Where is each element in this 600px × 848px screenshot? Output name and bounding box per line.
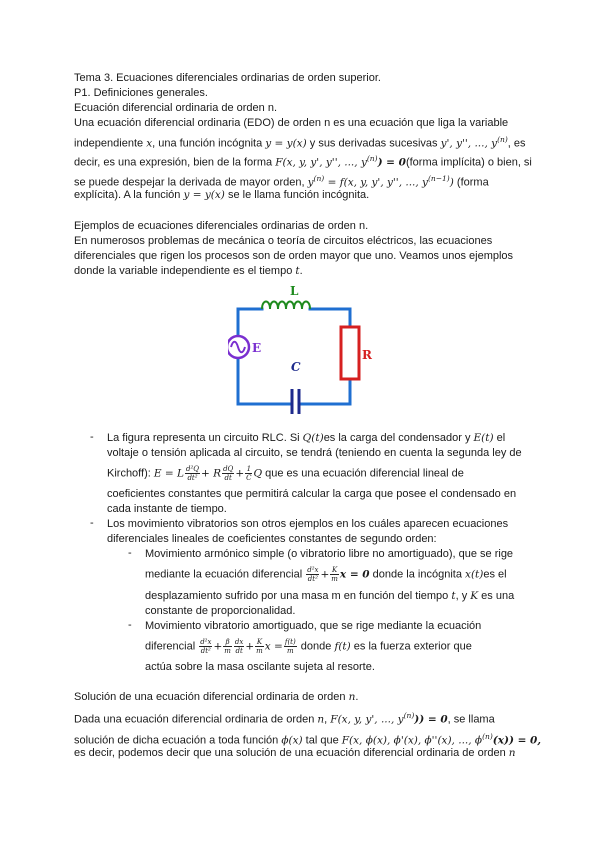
subsection-heading: Ecuación diferencial ordinaria de orden n. xyxy=(74,102,278,114)
subbullet1-line-4: constante de proporcionalidad. xyxy=(145,605,296,617)
definition-line-3: decir, es una expresión, bien de la forma F(x, y, y', y'', ..., $y^{(n)}$) = 0(forma implícita) o bien, si xyxy=(74,154,532,169)
section-heading: P1. Definiciones generales. xyxy=(74,87,208,99)
circuit-wire-right-bottom xyxy=(299,379,350,404)
solution-heading: Solución de una ecuación diferencial ordinaria de orden n. xyxy=(74,691,359,703)
doc-title: Tema 3. Ecuaciones diferenciales ordinarias de orden superior. xyxy=(74,72,381,84)
definition-line-1: Una ecuación diferencial ordinaria (EDO) de orden n es una ecuación que liga la variable xyxy=(74,117,509,129)
circuit-wire-top-right xyxy=(310,309,350,327)
solution-line-2: solución de dicha ecuación a toda función ϕ(x) tal que F(x, ϕ(x), ϕ'(x), ϕ''(x), ..., $\phi^{(n)}(x)) = 0$, xyxy=(74,732,541,747)
bullet1-line-3: Kirchoff): E = L $\frac{\text{d²Q}}{\text{dt²}}$ + R $\frac{dQ}{dt}$ + $\frac{1}{C}$ Q que es una ecuación diferencial lineal de xyxy=(107,465,464,482)
inductor-label: L xyxy=(290,284,299,298)
capacitor-icon xyxy=(292,389,299,414)
inductor-coil-icon xyxy=(262,302,310,310)
subbullet2-line-2: diferencial $\frac{\text{d²x}}{\text{dt²}}$ + $\frac{\beta}{m}$ $\frac{dx}{dt}$ + $\frac{K}{m}$ x = $\frac{f(t)}{m}$ donde f(t) es la fuerza exterior que xyxy=(145,638,472,655)
bullet-marker: - xyxy=(90,431,94,443)
sub-bullet-marker: - xyxy=(128,619,132,631)
bullet-marker: - xyxy=(90,517,94,529)
examples-heading: Ejemplos de ecuaciones diferenciales ordinarias de orden n. xyxy=(74,220,369,232)
subbullet2-line-3: actúa sobre la masa oscilante sujeta al resorte. xyxy=(145,661,375,673)
resistor-label: R xyxy=(362,348,372,362)
bullet1-line-2: voltaje o tensión aplicada al circuito, se tendrá (teniendo en cuenta la segunda ley de xyxy=(107,447,522,459)
subbullet1-line-2: mediante la ecuación diferencial $\frac{\text{d²x}}{\text{dt²}}$ + $\frac{K}{m}$ x = 0 donde la incógnita x(t)es el xyxy=(145,566,507,583)
circuit-wire-bottom-left xyxy=(238,359,292,404)
solution-line-3: es decir, podemos decir que una solución de una ecuación diferencial ordinaria de orden n xyxy=(74,747,516,759)
definition-line-2: independiente x, una función incógnita y = y(x) y sus derivadas sucesivas y', y'', ..., $y^{(n)}$, es xyxy=(74,135,526,150)
bullet1-line-4: coeficientes constantes que permitirá calcular la carga que posee el condensado en xyxy=(107,488,517,500)
bullet2-line-1: Los movimiento vibratorios son otros ejemplos en los cuáles aparecen ecuaciones xyxy=(107,518,509,530)
source-label: E xyxy=(252,341,262,355)
bullet1-line-1: La figura representa un circuito RLC. Si Q(t)es la carga del condensador y E(t) el xyxy=(107,432,506,444)
sub-bullet-marker: - xyxy=(128,547,132,559)
subbullet1-line-1: Movimiento armónico simple (o vibratorio libre no amortiguado), que se rige xyxy=(145,548,514,560)
bullet2-line-2: diferenciales lineales de coeficientes constantes de segundo orden: xyxy=(107,533,437,545)
definition-line-5: explícita). A la función y = y(x) se le llama función incógnita. xyxy=(74,189,370,201)
definition-line-4: se puede despejar la derivada de mayor orden, $y^{(n)} = f(x$, y, y', y'', ..., $y^{(n-1)}$) (forma xyxy=(74,174,489,189)
solution-line-1: Dada una ecuación diferencial ordinaria de orden n, F(x, y, y', ..., $y^{(n)})) = 0$, se llama xyxy=(74,711,495,726)
examples-line-1: En numerosos problemas de mecánica o teoría de circuitos eléctricos, las ecuaciones xyxy=(74,235,493,247)
bullet1-line-5: cada instante de tiempo. xyxy=(107,503,227,515)
subbullet2-line-1: Movimiento vibratorio amortiguado, que se rige mediante la ecuación xyxy=(145,620,482,632)
subbullet1-line-3: desplazamiento sufrido por una masa m en función del tiempo t, y K es una xyxy=(145,590,515,602)
examples-line-2: diferenciales que rigen los procesos son de orden mayor que uno. Veamos unos ejemplos xyxy=(74,250,514,262)
resistor-icon xyxy=(341,327,359,379)
examples-line-3: donde la variable independiente es el tiempo t. xyxy=(74,265,303,277)
rlc-circuit-figure xyxy=(228,283,378,417)
capacitor-label: C xyxy=(291,360,301,374)
